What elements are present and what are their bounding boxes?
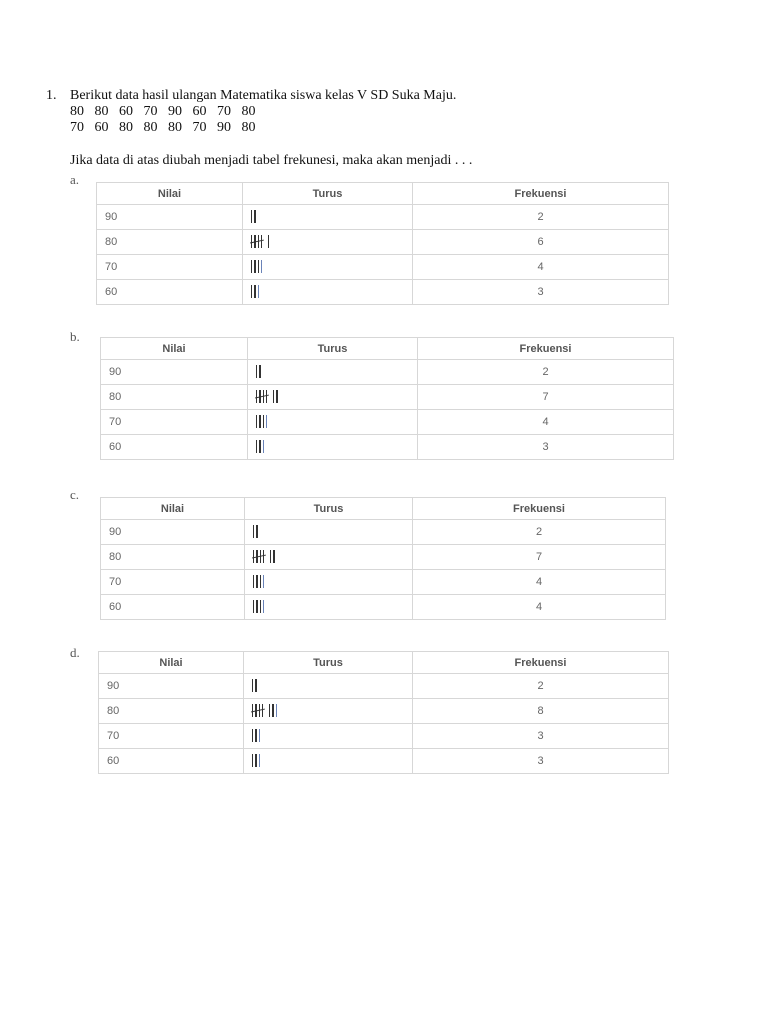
tally-marks: [253, 600, 266, 614]
tally-cell: [243, 255, 413, 280]
tally-stroke: [263, 415, 264, 428]
tally-stroke: [256, 600, 257, 613]
tally-stroke: [273, 550, 274, 563]
frekuensi-cell: 4: [413, 595, 666, 620]
tally-stroke: [266, 415, 267, 428]
tally-stroke: [258, 285, 259, 298]
nilai-cell: 90: [99, 674, 244, 699]
tally-stroke: [254, 210, 255, 223]
table-row: [101, 570, 666, 595]
tally-stroke: [254, 285, 255, 298]
tally-marks: [253, 525, 260, 539]
header-frekuensi: Frekuensi: [413, 183, 669, 205]
tally-stroke: [252, 754, 253, 767]
tally-stroke: [261, 235, 262, 248]
option-d-table: [98, 651, 669, 774]
tally-marks: [251, 260, 264, 274]
tally-stroke: [260, 575, 261, 588]
tally-marks: [256, 390, 280, 404]
tally-stroke: [254, 260, 255, 273]
tally-cell: [244, 749, 413, 774]
nilai-cell: 60: [99, 749, 244, 774]
header-nilai: Nilai: [101, 338, 248, 360]
tally-stroke: [266, 390, 267, 403]
frekuensi-cell: 2: [418, 360, 674, 385]
tally-stroke: [259, 415, 260, 428]
tally-stroke: [253, 600, 254, 613]
tally-stroke: [258, 260, 259, 273]
table-row: [99, 674, 669, 699]
option-b-letter[interactable]: b.: [70, 329, 80, 344]
tally-stroke: [276, 704, 277, 717]
table-header-row: [101, 338, 674, 360]
tally-stroke: [252, 679, 253, 692]
tally-marks: [252, 679, 259, 693]
tally-stroke: [252, 729, 253, 742]
table-row: [101, 520, 666, 545]
header-nilai: Nilai: [101, 498, 245, 520]
tally-stroke: [268, 235, 269, 248]
tally-stroke: [256, 575, 257, 588]
tally-marks: [251, 285, 261, 299]
tally-stroke: [260, 600, 261, 613]
tally-group-of-five: [256, 390, 269, 403]
tally-cell: [248, 435, 418, 460]
tally-cell: [245, 545, 413, 570]
header-turus: Turus: [248, 338, 418, 360]
tally-stroke: [256, 440, 257, 453]
frekuensi-cell: 3: [418, 435, 674, 460]
tally-marks: [256, 415, 269, 429]
tally-cell: [243, 280, 413, 305]
tally-marks: [256, 440, 266, 454]
header-frekuensi: Frekuensi: [418, 338, 674, 360]
tally-cell: [248, 410, 418, 435]
header-frekuensi: Frekuensi: [413, 498, 666, 520]
tally-marks: [256, 365, 263, 379]
nilai-cell: 70: [97, 255, 243, 280]
option-c-letter[interactable]: c.: [70, 487, 80, 502]
data-row-1: 80 80 60 70 90 60 70 80: [70, 104, 256, 119]
frekuensi-cell: 4: [413, 255, 669, 280]
tally-stroke: [251, 210, 252, 223]
nilai-cell: 80: [99, 699, 244, 724]
tally-stroke: [256, 415, 257, 428]
table-row: [99, 699, 669, 724]
tally-marks: [252, 704, 279, 718]
option-a-table: [96, 182, 669, 305]
tally-cell: [248, 360, 418, 385]
tally-stroke: [261, 260, 262, 273]
tally-stroke: [253, 525, 254, 538]
nilai-cell: 60: [97, 280, 243, 305]
nilai-cell: 90: [101, 520, 245, 545]
tally-group-of-five: [251, 235, 264, 248]
table-row: [101, 435, 674, 460]
tally-stroke: [256, 525, 257, 538]
tally-stroke: [253, 575, 254, 588]
header-turus: Turus: [245, 498, 413, 520]
table-row: [99, 724, 669, 749]
tally-stroke: [270, 550, 271, 563]
tally-stroke: [256, 365, 257, 378]
nilai-cell: 70: [99, 724, 244, 749]
question-instruction: Jika data di atas diubah menjadi tabel frekunesi, maka akan menjadi . . .: [70, 153, 473, 168]
option-d-letter[interactable]: d.: [70, 645, 80, 660]
table-row: [101, 595, 666, 620]
tally-stroke: [251, 285, 252, 298]
tally-stroke: [255, 729, 256, 742]
frekuensi-cell: 2: [413, 520, 666, 545]
table-row: [97, 280, 669, 305]
tally-marks: [252, 754, 262, 768]
table-row: [97, 230, 669, 255]
tally-stroke: [255, 679, 256, 692]
table-header-row: [97, 183, 669, 205]
table-row: [101, 360, 674, 385]
nilai-cell: 60: [101, 435, 248, 460]
nilai-cell: 80: [101, 545, 245, 570]
table-row: [97, 255, 669, 280]
tally-cell: [245, 570, 413, 595]
question-text: Berikut data hasil ulangan Matematika siswa kelas V SD Suka Maju.: [70, 88, 457, 103]
tally-stroke: [263, 440, 264, 453]
tally-cell: [244, 699, 413, 724]
tally-cell: [245, 595, 413, 620]
frekuensi-cell: 2: [413, 205, 669, 230]
nilai-cell: 80: [97, 230, 243, 255]
frekuensi-cell: 7: [413, 545, 666, 570]
option-b-table: [100, 337, 674, 460]
frekuensi-cell: 3: [413, 280, 669, 305]
nilai-cell: 90: [97, 205, 243, 230]
table-row: [99, 749, 669, 774]
tally-cell: [245, 520, 413, 545]
table-row: [101, 385, 674, 410]
header-nilai: Nilai: [99, 652, 244, 674]
option-a-letter[interactable]: a.: [70, 172, 80, 187]
tally-stroke: [255, 754, 256, 767]
table-header-row: [99, 652, 669, 674]
nilai-cell: 90: [101, 360, 248, 385]
tally-stroke: [272, 704, 273, 717]
tally-cell: [243, 205, 413, 230]
tally-stroke: [262, 704, 263, 717]
tally-cell: [244, 674, 413, 699]
tally-cell: [243, 230, 413, 255]
tally-marks: [253, 550, 277, 564]
frekuensi-cell: 7: [418, 385, 674, 410]
tally-marks: [253, 575, 266, 589]
table-row: [101, 545, 666, 570]
frekuensi-cell: 2: [413, 674, 669, 699]
header-nilai: Nilai: [97, 183, 243, 205]
nilai-cell: 60: [101, 595, 245, 620]
nilai-cell: 80: [101, 385, 248, 410]
tally-stroke: [259, 365, 260, 378]
nilai-cell: 70: [101, 570, 245, 595]
table-row: [101, 410, 674, 435]
frekuensi-cell: 4: [413, 570, 666, 595]
tally-group-of-five: [253, 550, 266, 563]
frekuensi-cell: 3: [413, 724, 669, 749]
tally-stroke: [259, 754, 260, 767]
tally-marks: [251, 235, 271, 249]
tally-stroke: [263, 575, 264, 588]
header-turus: Turus: [243, 183, 413, 205]
tally-stroke: [259, 729, 260, 742]
tally-stroke: [251, 260, 252, 273]
tally-group-of-five: [252, 704, 265, 717]
header-frekuensi: Frekuensi: [413, 652, 669, 674]
question-number: 1.: [46, 88, 57, 103]
frekuensi-cell: 8: [413, 699, 669, 724]
frekuensi-cell: 6: [413, 230, 669, 255]
frekuensi-cell: 4: [418, 410, 674, 435]
nilai-cell: 70: [101, 410, 248, 435]
tally-marks: [251, 210, 258, 224]
tally-marks: [252, 729, 262, 743]
option-c-table: [100, 497, 666, 620]
tally-stroke: [273, 390, 274, 403]
table-row: [97, 205, 669, 230]
tally-stroke: [263, 600, 264, 613]
data-row-2: 70 60 80 80 80 70 90 80: [70, 120, 256, 135]
tally-cell: [244, 724, 413, 749]
frekuensi-cell: 3: [413, 749, 669, 774]
header-turus: Turus: [244, 652, 413, 674]
tally-cell: [248, 385, 418, 410]
tally-stroke: [276, 390, 277, 403]
table-header-row: [101, 498, 666, 520]
tally-stroke: [263, 550, 264, 563]
tally-stroke: [269, 704, 270, 717]
tally-stroke: [259, 440, 260, 453]
